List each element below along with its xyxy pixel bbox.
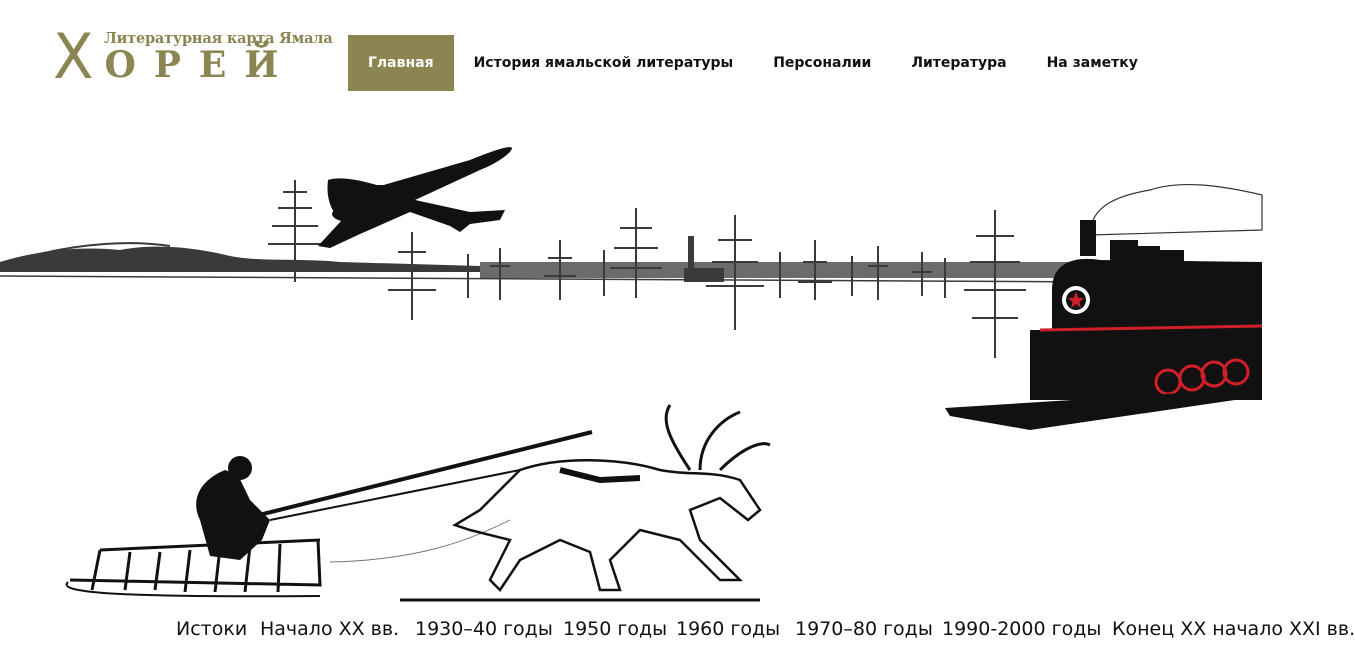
main-nav [348, 35, 1158, 91]
logo-title-first-letter: Х [53, 20, 96, 93]
timeline-item[interactable]: 1960 годы [676, 618, 781, 640]
timeline-item[interactable]: Конец XX начало XXI вв. [1112, 618, 1355, 640]
timeline-item[interactable]: 1990-2000 годы [942, 618, 1102, 640]
timeline-item[interactable]: 1950 годы [563, 618, 668, 640]
timeline-item[interactable]: 1970–80 годы [795, 618, 933, 640]
nav-item-persons[interactable]: Персоналии [773, 55, 872, 71]
nav-item-notes[interactable]: На заметку [1046, 55, 1138, 71]
timeline-item[interactable]: Истоки [176, 618, 248, 640]
locomotive-icon [945, 185, 1262, 430]
reindeer-sled-icon [67, 405, 770, 600]
nav-item-home[interactable]: Главная [348, 35, 454, 91]
illustration-scene [0, 120, 1262, 620]
timeline-item[interactable]: 1930–40 годы [415, 618, 553, 640]
forest-landscape [0, 180, 1100, 358]
nav-item-literature[interactable]: Литература [911, 55, 1007, 71]
timeline-nav [0, 612, 1355, 642]
logo-title-rest: ОРЕЙ [104, 44, 297, 86]
site-logo[interactable] [52, 20, 333, 100]
timeline-item[interactable]: Начало XX вв. [260, 618, 400, 640]
airplane-icon [318, 147, 512, 248]
logo-subtitle: Литературная карта Ямала [104, 30, 333, 47]
nav-item-history[interactable]: История ямальской литературы [473, 55, 734, 71]
